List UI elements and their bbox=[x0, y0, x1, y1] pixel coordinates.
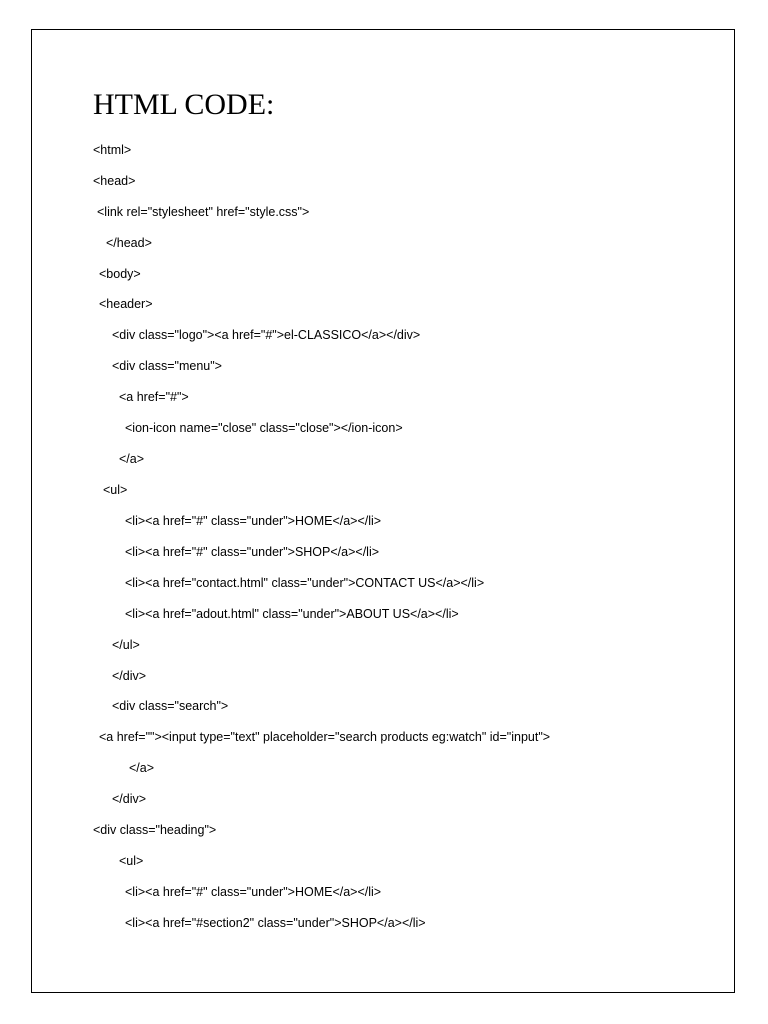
code-line: <li><a href="contact.html" class="under">CONTACT US</a></li> bbox=[125, 576, 485, 590]
code-line: <li><a href="#" class="under">SHOP</a></li> bbox=[125, 545, 380, 559]
code-line: <ion-icon name="close" class="close"></ion-icon> bbox=[125, 421, 403, 435]
code-line: <li><a href="adout.html" class="under">ABOUT US</a></li> bbox=[125, 607, 459, 621]
code-line: <li><a href="#section2" class="under">SHOP</a></li> bbox=[125, 916, 426, 930]
code-line: <li><a href="#" class="under">HOME</a></li> bbox=[125, 514, 382, 528]
code-line: <div class="heading"> bbox=[93, 823, 217, 837]
code-line: </a> bbox=[119, 452, 145, 466]
code-line: <head> bbox=[93, 174, 136, 188]
code-line: <a href="#"> bbox=[119, 390, 189, 404]
document-title: HTML CODE: bbox=[93, 88, 275, 121]
code-line: <html> bbox=[93, 143, 132, 157]
code-line: <div class="search"> bbox=[112, 699, 229, 713]
code-line: <li><a href="#" class="under">HOME</a></li> bbox=[125, 885, 382, 899]
code-line: <div class="menu"> bbox=[112, 359, 222, 373]
code-line: </ul> bbox=[112, 638, 140, 652]
code-line: <body> bbox=[99, 267, 141, 281]
code-line: </div> bbox=[112, 792, 147, 806]
code-line: <link rel="stylesheet" href="style.css"> bbox=[97, 205, 310, 219]
code-line: </div> bbox=[112, 669, 147, 683]
code-line: <ul> bbox=[103, 483, 128, 497]
code-line: <ul> bbox=[119, 854, 144, 868]
code-line: <header> bbox=[99, 297, 153, 311]
code-line: <div class="logo"><a href="#">el-CLASSICO</a></div> bbox=[112, 328, 421, 342]
code-line: <a href=""><input type="text" placeholder="search products eg:watch" id="input"> bbox=[99, 730, 551, 744]
code-line: </head> bbox=[106, 236, 152, 250]
code-line: </a> bbox=[129, 761, 155, 775]
